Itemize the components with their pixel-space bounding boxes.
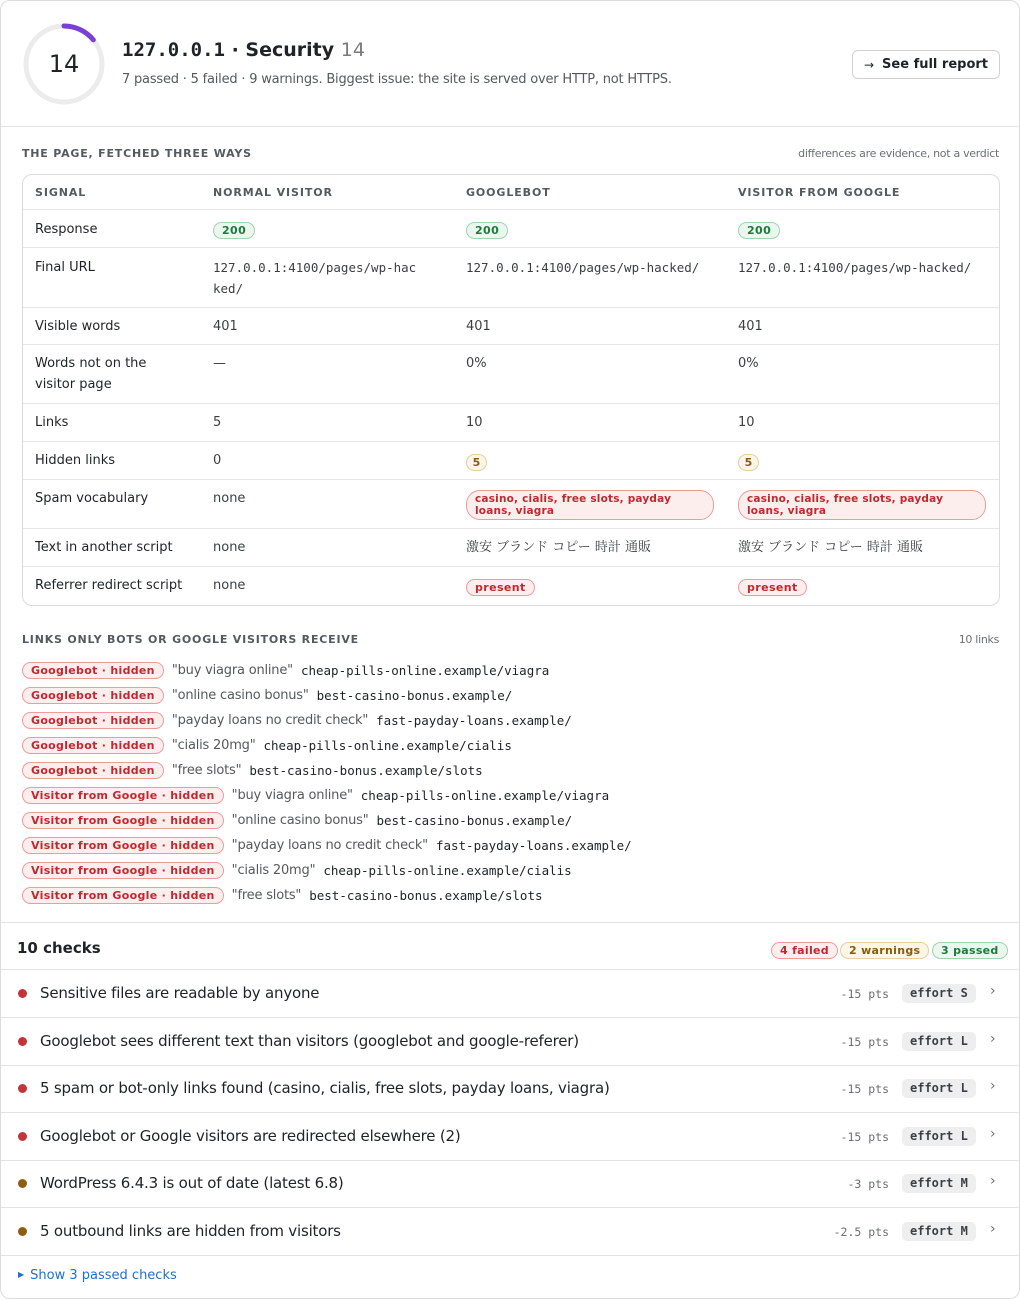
present-badge: present — [738, 579, 807, 596]
host-name: 127.0.0.1 — [122, 39, 225, 61]
link-source-tag: Googlebot · hidden — [22, 712, 164, 729]
warnings-count-badge: 2 warnings — [840, 942, 929, 959]
link-url[interactable]: cheap-pills-online.example/cialis — [323, 862, 572, 878]
title-separator: · — [231, 39, 239, 61]
see-full-report-label: See full report — [882, 57, 989, 72]
cell-value: — — [213, 356, 226, 371]
status-badge: 200 — [738, 222, 780, 239]
failed-count-badge: 4 failed — [771, 942, 838, 959]
link-url[interactable]: best-casino-bonus.example/slots — [309, 887, 543, 903]
row-label: Words not on the visitor page — [35, 356, 147, 392]
list-item — [22, 760, 483, 780]
check-row[interactable] — [1, 970, 1019, 1018]
check-points: -15 pts — [840, 1130, 889, 1144]
row-label: Visible words — [35, 319, 121, 334]
table-row-other-script — [23, 529, 999, 567]
column-header-signal: SIGNAL — [35, 186, 87, 199]
fail-status-dot — [18, 989, 27, 998]
list-item — [22, 860, 572, 880]
cell-value: none — [213, 540, 246, 555]
list-item — [22, 785, 609, 805]
cell-value: none — [213, 578, 246, 593]
summary-text: 7 passed · 5 failed · 9 warnings. Biggest issue: the site is served over HTTP, not HTTPS. — [122, 72, 672, 87]
list-item — [22, 885, 543, 905]
show-passed-checks-toggle[interactable] — [18, 1268, 177, 1283]
fail-status-dot — [18, 1084, 27, 1093]
cell-value: 5 — [213, 415, 222, 430]
link-source-tag: Visitor from Google · hidden — [22, 812, 224, 829]
cell-value: 401 — [213, 319, 238, 334]
check-title: Googlebot or Google visitors are redirected elsewhere (2) — [40, 1127, 461, 1145]
table-row-words-not-on-visitor — [23, 345, 999, 404]
see-full-report-button[interactable] — [852, 50, 1000, 79]
list-item — [22, 685, 512, 705]
link-url[interactable]: best-casino-bonus.example/ — [376, 812, 573, 828]
chevron-right-icon[interactable]: › — [990, 1031, 996, 1047]
check-title: WordPress 6.4.3 is out of date (latest 6.8) — [40, 1174, 344, 1192]
column-header-googlebot: GOOGLEBOT — [466, 186, 551, 199]
row-label: Referrer redirect script — [35, 578, 183, 593]
final-url-googlebot: 127.0.0.1:4100/pages/wp-hacked/ — [466, 260, 700, 275]
fetch-comparison-table — [22, 174, 1000, 606]
title-score: 14 — [340, 39, 365, 61]
fail-status-dot — [18, 1037, 27, 1046]
effort-badge: effort L — [902, 1127, 976, 1146]
check-row[interactable] — [1, 1018, 1019, 1066]
link-anchor-text: "cialis 20mg" — [231, 862, 316, 878]
spam-terms-badge: casino, cialis, free slots, payday loans, viagra — [466, 490, 714, 520]
fetch-section-title: THE PAGE, FETCHED THREE WAYS — [22, 147, 252, 160]
chevron-right-icon[interactable]: › — [990, 1173, 996, 1189]
link-source-tag: Googlebot · hidden — [22, 737, 164, 754]
score-gauge — [22, 22, 106, 106]
link-anchor-text: "buy viagra online" — [231, 787, 353, 803]
warning-status-dot — [18, 1227, 27, 1236]
link-url[interactable]: best-casino-bonus.example/slots — [249, 762, 483, 778]
link-source-tag: Visitor from Google · hidden — [22, 862, 224, 879]
effort-badge: effort M — [902, 1174, 976, 1193]
checks-title: 10 checks — [17, 939, 101, 957]
present-badge: present — [466, 579, 535, 596]
link-anchor-text: "online casino bonus" — [231, 812, 369, 828]
passed-count-badge: 3 passed — [932, 942, 1008, 959]
spam-terms-badge: casino, cialis, free slots, payday loans, viagra — [738, 490, 986, 520]
list-item — [22, 835, 632, 855]
link-anchor-text: "cialis 20mg" — [171, 737, 256, 753]
cell-value: 401 — [738, 319, 763, 334]
check-title: 5 outbound links are hidden from visitors — [40, 1222, 341, 1240]
link-anchor-text: "buy viagra online" — [171, 662, 293, 678]
link-anchor-text: "payday loans no credit check" — [231, 837, 428, 853]
chevron-right-icon[interactable]: › — [990, 1221, 996, 1237]
link-url[interactable]: best-casino-bonus.example/ — [316, 687, 513, 703]
check-title: Googlebot sees different text than visitors (googlebot and google-referer) — [40, 1032, 579, 1050]
column-header-visitor-from-google: VISITOR FROM GOOGLE — [738, 186, 901, 199]
row-label: Spam vocabulary — [35, 491, 149, 506]
link-anchor-text: "free slots" — [171, 762, 242, 778]
cell-value: 激安 ブランド コピー 時計 通販 — [466, 540, 652, 555]
links-section-title: LINKS ONLY BOTS OR GOOGLE VISITORS RECEIVE — [22, 633, 359, 646]
link-url[interactable]: cheap-pills-online.example/cialis — [263, 737, 512, 753]
row-label: Hidden links — [35, 453, 116, 468]
cell-value: none — [213, 491, 246, 506]
link-url[interactable]: fast-payday-loans.example/ — [376, 712, 572, 728]
link-source-tag: Visitor from Google · hidden — [22, 837, 224, 854]
link-url[interactable]: fast-payday-loans.example/ — [435, 837, 632, 853]
link-anchor-text: "free slots" — [231, 887, 302, 903]
link-source-tag: Googlebot · hidden — [22, 662, 164, 679]
final-url-google-visitor: 127.0.0.1:4100/pages/wp-hacked/ — [738, 260, 972, 275]
table-row-spam-vocabulary — [23, 480, 999, 529]
table-row-response — [23, 210, 999, 248]
check-points: -15 pts — [840, 1035, 889, 1049]
list-item — [22, 710, 572, 730]
status-badge: 200 — [213, 222, 255, 239]
check-points: -2.5 pts — [833, 1225, 889, 1239]
hidden-count-badge: 5 — [466, 454, 487, 471]
check-row[interactable] — [1, 1208, 1019, 1256]
table-header-row — [23, 175, 999, 210]
check-points: -15 pts — [840, 1082, 889, 1096]
cell-value: 0 — [213, 453, 222, 468]
checks-header — [1, 922, 1019, 970]
check-title: 5 spam or bot-only links found (casino, cialis, free slots, payday loans, viagra) — [40, 1079, 610, 1097]
triangle-right-icon: ▶ — [18, 1270, 25, 1279]
row-label: Final URL — [35, 260, 95, 275]
row-label: Links — [35, 415, 69, 430]
link-source-tag: Visitor from Google · hidden — [22, 787, 224, 804]
final-url-normal: 127.0.0.1:4100/pages/wp-hacked/ — [213, 260, 417, 296]
cell-value: 401 — [466, 319, 491, 334]
hidden-count-badge: 5 — [738, 454, 759, 471]
check-title: Sensitive files are readable by anyone — [40, 984, 320, 1002]
list-item — [22, 660, 549, 680]
status-badge: 200 — [466, 222, 508, 239]
cell-value: 0% — [738, 356, 759, 371]
chevron-right-icon[interactable]: › — [990, 1126, 996, 1142]
warning-status-dot — [18, 1179, 27, 1188]
column-header-normal-visitor: NORMAL VISITOR — [213, 186, 333, 199]
fetch-section-note: differences are evidence, not a verdict — [798, 147, 999, 160]
table-row-hidden-links — [23, 442, 999, 480]
cell-value: 10 — [738, 415, 755, 430]
check-points: -3 pts — [847, 1177, 889, 1191]
effort-badge: effort S — [902, 984, 976, 1003]
check-row[interactable] — [1, 1160, 1019, 1208]
chevron-right-icon[interactable]: › — [990, 1078, 996, 1094]
show-passed-label: Show 3 passed checks — [30, 1268, 177, 1283]
link-anchor-text: "online casino bonus" — [171, 687, 309, 703]
chevron-right-icon[interactable]: › — [990, 983, 996, 999]
cell-value: 10 — [466, 415, 483, 430]
list-item — [22, 810, 572, 830]
link-url[interactable]: cheap-pills-online.example/viagra — [300, 662, 550, 678]
check-points: -15 pts — [840, 987, 889, 1001]
cell-value: 0% — [466, 356, 487, 371]
effort-badge: effort L — [902, 1079, 976, 1098]
row-label: Text in another script — [35, 540, 173, 555]
effort-badge: effort L — [902, 1032, 976, 1051]
link-source-tag: Visitor from Google · hidden — [22, 887, 224, 904]
table-row-redirect-script — [23, 567, 999, 605]
fail-status-dot — [18, 1132, 27, 1141]
list-item — [22, 735, 512, 755]
check-row[interactable] — [1, 1113, 1019, 1161]
section-name: Security — [245, 39, 335, 61]
table-row-links — [23, 404, 999, 442]
effort-badge: effort M — [902, 1222, 976, 1241]
check-row[interactable] — [1, 1065, 1019, 1113]
arrow-right-icon: → — [863, 57, 875, 72]
link-anchor-text: "payday loans no credit check" — [171, 712, 369, 728]
link-url[interactable]: cheap-pills-online.example/viagra — [360, 787, 610, 803]
link-source-tag: Googlebot · hidden — [22, 762, 164, 779]
cell-value: 激安 ブランド コピー 時計 通販 — [738, 540, 924, 555]
table-row-final-url — [23, 248, 999, 308]
links-count: 10 links — [958, 633, 999, 646]
report-header — [1, 1, 1019, 127]
score-value: 14 — [48, 50, 80, 78]
page-title — [122, 39, 365, 61]
row-label: Response — [35, 222, 98, 237]
link-source-tag: Googlebot · hidden — [22, 687, 164, 704]
table-row-visible-words — [23, 308, 999, 345]
